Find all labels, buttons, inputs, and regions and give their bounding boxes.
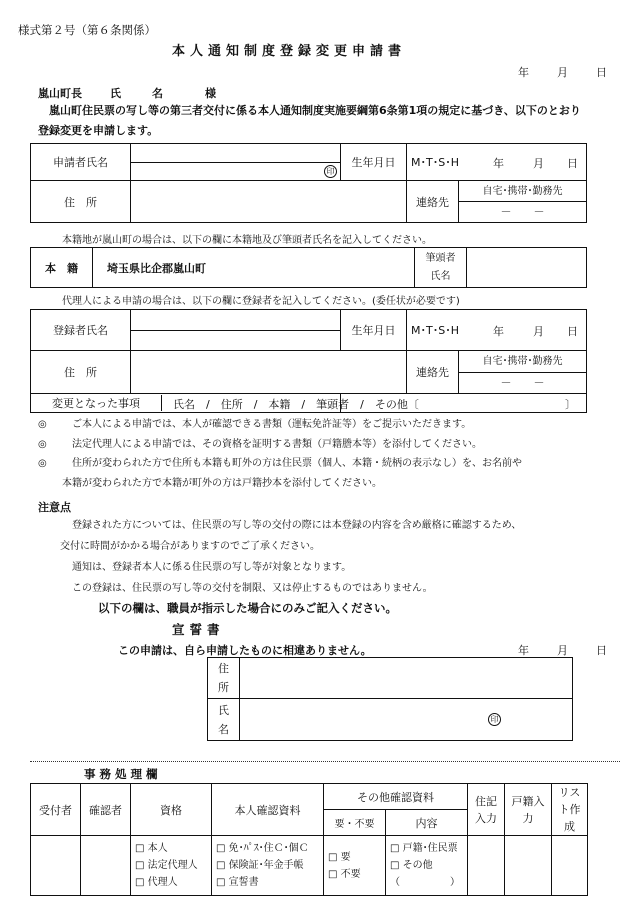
office-residence-field[interactable] (468, 836, 505, 896)
oath-text: この申請は、自ら申請したものに相違ありません。 (118, 644, 372, 657)
oath-name-2: 名 (218, 722, 229, 736)
applicant-birth-field[interactable] (407, 144, 587, 181)
registrant-birth-label: 生年月日 (341, 310, 407, 351)
office-residence-1: 住記 (475, 794, 497, 808)
registrant-phone-sep: － － (500, 375, 545, 389)
addressee-honorific: 様 (205, 87, 216, 100)
contact-type: 自宅･携帯･勤務先 (459, 182, 586, 202)
note-mark: ◎ (38, 438, 47, 450)
oath-name-label (208, 699, 240, 741)
id-doc-checks[interactable] (212, 836, 324, 896)
proxy-note: 代理人による申請の場合は、以下の欄に登録者を記入してください。(委任状が必要です) (62, 296, 460, 307)
note-2 (38, 435, 522, 455)
caution-list (60, 515, 521, 599)
caution-line: 登録された方については、住民票の写し等の交付の際には本登録の内容を含め厳格に確認するため、 (72, 520, 522, 531)
office-id-docs: 本人確認資料 (212, 784, 324, 836)
oath-address-2: 所 (218, 681, 229, 694)
office-qualification: 資格 (131, 784, 212, 836)
office-residence (468, 784, 505, 836)
need-checks[interactable] (324, 836, 386, 896)
registrant-address-label: 住 所 (31, 351, 131, 394)
check-family-register[interactable]: □ 戸籍･住民票 (390, 843, 458, 854)
office-family (505, 784, 552, 836)
honseki-table (30, 247, 587, 288)
cut-line (30, 761, 620, 762)
date-year: 年 (518, 66, 529, 79)
change-close-bracket: 〕 (565, 398, 576, 411)
check-need[interactable]: □ 要 (328, 851, 351, 863)
check-self[interactable]: □ 本人 (135, 843, 168, 854)
registrant-contact-field[interactable] (459, 351, 587, 394)
note-text: 法定代理人による申請では、その資格を証明する書類（戸籍謄本等）を添付してください。 (72, 438, 482, 450)
oath-title: 宣誓書 (172, 622, 225, 637)
honseki-value[interactable]: 埼玉県比企郡嵐山町 (93, 248, 415, 288)
oath-year: 年 (518, 644, 529, 657)
oath-month: 月 (557, 644, 568, 657)
note-mark: ◎ (38, 419, 47, 430)
head-label-2: 氏名 (430, 270, 451, 282)
seal-mark: 印 (324, 165, 337, 178)
note-4 (38, 474, 522, 494)
note-text: ご本人による申請では、本人が確認できる書類（運転免許証等）をご提示いただきます。 (72, 419, 472, 430)
caution-heading: 注意点 (38, 501, 71, 514)
content-checks[interactable] (386, 836, 468, 896)
oath-seal-mark: 印 (488, 713, 501, 726)
note-1 (38, 415, 522, 435)
office-list-2: 成 (564, 820, 575, 833)
check-legal-agent[interactable]: □ 法定代理人 (135, 860, 198, 871)
caution-line: 通知は、登録者本人に係る住民票の写し等が対象となります。 (72, 562, 352, 573)
change-options[interactable] (173, 394, 587, 413)
birth-year: 年 (493, 157, 504, 170)
addressee-label-2: 名 (152, 87, 163, 100)
head-name-field[interactable] (467, 248, 587, 288)
form-number: 様式第２号（第６条関係） (18, 23, 156, 37)
office-receiver: 受付者 (31, 784, 81, 836)
head-label (415, 248, 467, 288)
office-list (552, 784, 588, 836)
phone-sep: － － (500, 204, 545, 218)
honseki-note: 本籍地が嵐山町の場合は、以下の欄に本籍地及び筆頭者氏名を記入してください。 (62, 235, 432, 246)
date-month: 月 (557, 66, 568, 79)
registrant-name-label: 登録者氏名 (31, 310, 131, 351)
note-3 (38, 454, 522, 474)
caution-line: 交付に時間がかかる場合がありますのでご了承ください。 (60, 541, 320, 552)
office-family-2: 力 (522, 811, 534, 825)
oath-day: 日 (596, 644, 607, 657)
oath-address-field[interactable] (240, 658, 573, 699)
page-title: 本人通知制度登録変更申請書 (172, 44, 407, 59)
note-mark: ◎ (38, 458, 47, 469)
date-day: 日 (596, 66, 607, 79)
check-other[interactable]: □ その他 (390, 860, 433, 871)
era-options: M･T･S･H (411, 156, 459, 169)
office-list-1: リスト作 (558, 786, 581, 816)
registrant-birth-month: 月 (533, 325, 544, 338)
registrant-birth-year: 年 (493, 325, 504, 338)
birth-day: 日 (567, 157, 578, 170)
change-options-text: 氏名 / 住所 / 本籍 / 筆頭者 / その他〔 (173, 398, 419, 411)
note-text: 住所が変わられた方で住所も本籍も町外の方は住民票（個人、本籍・続柄の表示なし）を、お名前や (72, 458, 522, 469)
addressee-label-1: 氏 (110, 87, 121, 100)
applicant-name-label: 申請者氏名 (31, 144, 131, 181)
registrant-birth-field[interactable] (407, 310, 587, 351)
honseki-label: 本 籍 (31, 248, 93, 288)
office-family-1: 戸籍入 (511, 794, 545, 808)
oath-address-label (208, 658, 240, 699)
check-no-need[interactable]: □ 不要 (328, 868, 361, 880)
office-family-field[interactable] (505, 836, 552, 896)
oath-table (207, 657, 573, 741)
intro-text: 嵐山町住民票の写し等の第三者交付に係る本人通知制度実施要綱第6条第1項の規定に基づき、以下のとおり登録変更を申請します。 (38, 104, 581, 137)
office-confirmer: 確認者 (81, 784, 131, 836)
office-content: 内容 (386, 810, 468, 836)
office-need: 要・不要 (324, 810, 386, 836)
registrant-era-options: M･T･S･H (411, 324, 459, 337)
registrant-table (30, 309, 587, 413)
other-blank: （ ） (390, 877, 460, 888)
applicant-address-label: 住 所 (31, 181, 131, 223)
addressee-name: 嵐山町長 (38, 87, 82, 100)
office-table (30, 783, 588, 896)
caution-line: この登録は、住民票の写し等の交付を制限、又は停止するものではありません。 (72, 583, 433, 594)
registrant-birth-day: 日 (567, 325, 578, 338)
office-receiver-field[interactable] (31, 836, 81, 896)
office-title: 事務処理欄 (84, 767, 162, 781)
applicant-table (30, 143, 587, 223)
office-confirmer-field[interactable] (81, 836, 131, 896)
applicant-name-field[interactable] (131, 144, 341, 181)
registrant-contact-type: 自宅･携帯･勤務先 (459, 352, 586, 373)
check-oath[interactable]: □ 宣誓書 (216, 877, 259, 888)
check-agent[interactable]: □ 代理人 (135, 877, 178, 888)
staff-only-note: 以下の欄は、職員が指示した場合にのみご記入ください。 (98, 601, 397, 615)
qualification-checks[interactable] (131, 836, 212, 896)
office-residence-2: 入力 (475, 811, 497, 825)
birth-label: 生年月日 (341, 144, 407, 181)
oath-name-field[interactable] (240, 699, 573, 741)
registrant-address-field[interactable] (131, 351, 407, 394)
change-label: 変更となった事項 (52, 397, 140, 410)
contact-label: 連絡先 (407, 181, 459, 223)
oath-address-1: 住 (218, 662, 229, 675)
check-insurance-pension[interactable]: □ 保険証･年金手帳 (216, 860, 304, 871)
check-license-passport[interactable]: □ 免･ﾊﾟｽ･住Ｃ･個Ｃ (216, 843, 309, 854)
registrant-name-field[interactable] (131, 310, 341, 351)
note-text: 本籍が変わられた方で本籍が町外の方は戸籍抄本を添付してください。 (62, 477, 382, 489)
office-list-field[interactable] (552, 836, 588, 896)
head-label-1: 筆頭者 (425, 252, 456, 264)
office-other-docs: その他確認資料 (324, 784, 468, 810)
oath-name-1: 氏 (218, 703, 229, 717)
notes-list (38, 415, 522, 493)
registrant-contact-label: 連絡先 (407, 351, 459, 394)
birth-month: 月 (533, 157, 544, 170)
applicant-contact-field[interactable] (459, 181, 587, 223)
applicant-address-field[interactable] (131, 181, 407, 223)
